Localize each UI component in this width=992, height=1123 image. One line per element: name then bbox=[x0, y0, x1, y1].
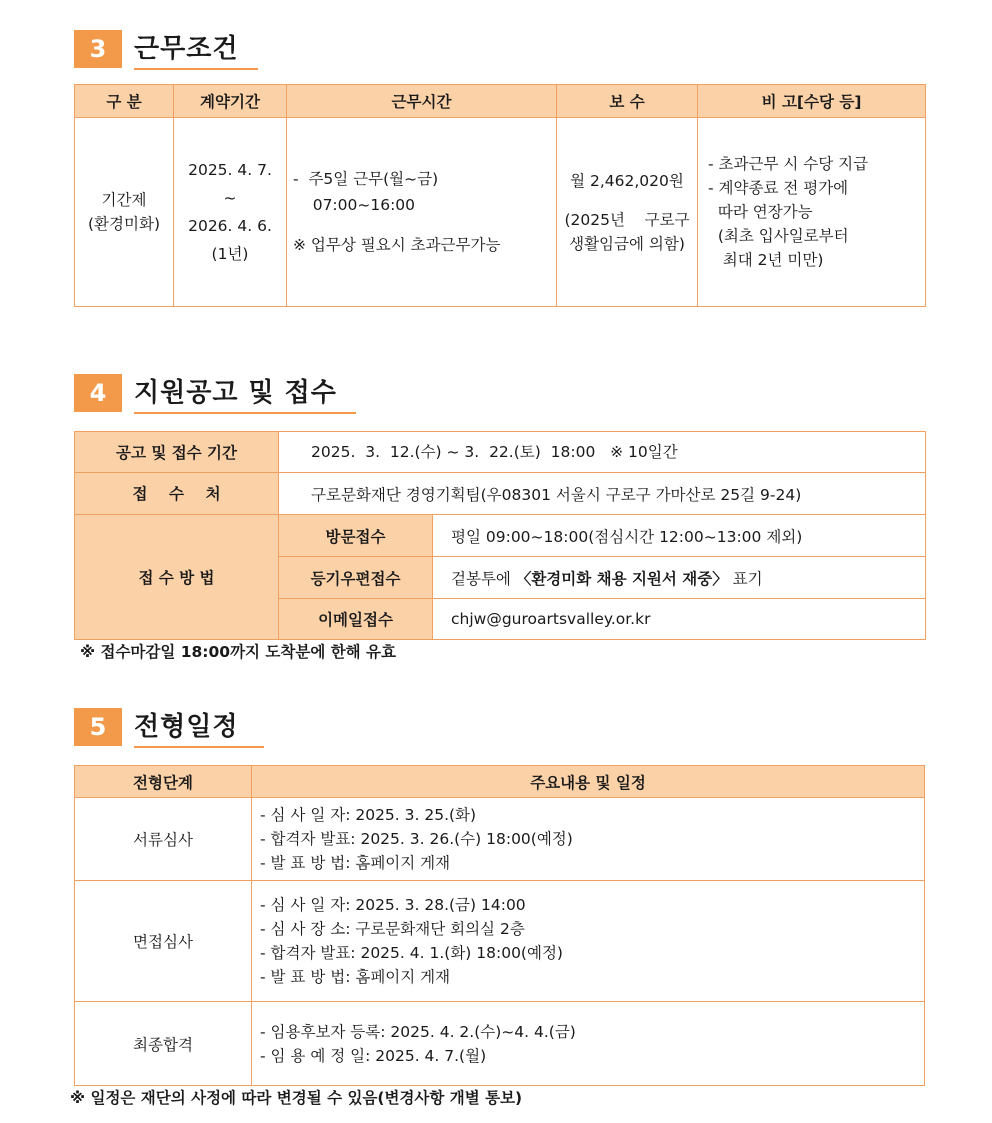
section-3-heading bbox=[74, 30, 334, 68]
value-place: 구로문화재단 경영기획팀(우08301 서울시 구로구 가마산로 25길 9-24) bbox=[279, 473, 926, 515]
title-underline bbox=[134, 746, 264, 748]
schedule-note: ※ 일정은 재단의 사정에 따라 변경될 수 있음(변경사항 개별 통보) bbox=[70, 1089, 523, 1107]
section-5-heading bbox=[74, 708, 334, 746]
section-title: 전형일정 bbox=[134, 712, 239, 742]
cell-period: 2025. 4. 7. ~ 2026. 4. 6. (1년) bbox=[174, 118, 287, 307]
application-table bbox=[74, 431, 926, 640]
section-number: 5 bbox=[74, 708, 122, 746]
method-value-email: chjw@guroartsvalley.or.kr bbox=[433, 599, 926, 640]
header-work-hours: 근무시간 bbox=[287, 85, 557, 118]
section-number: 3 bbox=[74, 30, 122, 68]
cell-hours: - 주5일 근무(월~금) 07:00~16:00 ※ 업무상 필요시 초과근무가능 bbox=[287, 118, 557, 307]
section-4-heading bbox=[74, 374, 394, 412]
table-row bbox=[75, 881, 925, 1002]
method-value-visit: 평일 09:00~18:00(점심시간 12:00~13:00 제외) bbox=[433, 515, 926, 557]
title-underline bbox=[134, 68, 258, 70]
application-note: ※ 접수마감일 18:00까지 도착분에 한해 유효 bbox=[80, 643, 396, 661]
stage-cell: 서류심사 bbox=[75, 798, 252, 881]
method-label-visit: 방문접수 bbox=[279, 515, 433, 557]
section-number: 4 bbox=[74, 374, 122, 412]
section-title: 지원공고 및 접수 bbox=[134, 378, 337, 408]
method-value-mail: 겉봉투에 〈환경미화 채용 지원서 재중〉 표기 bbox=[433, 557, 926, 599]
header-stage: 전형단계 bbox=[75, 766, 252, 798]
method-label-mail: 등기우편접수 bbox=[279, 557, 433, 599]
title-underline bbox=[134, 412, 356, 414]
stage-cell: 면접심사 bbox=[75, 881, 252, 1002]
cell-type: 기간제 (환경미화) bbox=[75, 118, 174, 307]
value-period: 2025. 3. 12.(수) ~ 3. 22.(토) 18:00 ※ 10일간 bbox=[279, 432, 926, 473]
label-method: 접 수 방 법 bbox=[75, 515, 279, 640]
work-conditions-table bbox=[74, 84, 926, 307]
cell-pay: 월 2,462,020원 (2025년 구로구 생활임금에 의함) bbox=[557, 118, 698, 307]
table-row bbox=[75, 798, 925, 881]
header-details: 주요내용 및 일정 bbox=[252, 766, 925, 798]
label-place: 접 수 처 bbox=[75, 473, 279, 515]
header-pay: 보 수 bbox=[557, 85, 698, 118]
header-remarks: 비 고[수당 등] bbox=[698, 85, 926, 118]
detail-cell: - 심 사 일 자: 2025. 3. 28.(금) 14:00 - 심 사 장 소: 구로문화재단 회의실 2층 - 합격자 발표: 2025. 4. 1.(화) 18:00(예정) - 발 표 방 법: 홈페이지 게재 bbox=[252, 881, 925, 1002]
table-row bbox=[75, 118, 926, 307]
cell-remarks: - 초과근무 시 수당 지급 - 계약종료 전 평가에 따라 연장가능 (최초 입사일로부터 최대 2년 미만) bbox=[698, 118, 926, 307]
section-title: 근무조건 bbox=[134, 34, 239, 64]
header-category: 구 분 bbox=[75, 85, 174, 118]
header-contract-period: 계약기간 bbox=[174, 85, 287, 118]
method-label-email: 이메일접수 bbox=[279, 599, 433, 640]
schedule-table bbox=[74, 765, 925, 1086]
stage-cell: 최종합격 bbox=[75, 1002, 252, 1086]
label-period: 공고 및 접수 기간 bbox=[75, 432, 279, 473]
table-row bbox=[75, 1002, 925, 1086]
detail-cell: - 임용후보자 등록: 2025. 4. 2.(수)~4. 4.(금) - 임 용 예 정 일: 2025. 4. 7.(월) bbox=[252, 1002, 925, 1086]
detail-cell: - 심 사 일 자: 2025. 3. 25.(화) - 합격자 발표: 2025. 3. 26.(수) 18:00(예정) - 발 표 방 법: 홈페이지 게재 bbox=[252, 798, 925, 881]
